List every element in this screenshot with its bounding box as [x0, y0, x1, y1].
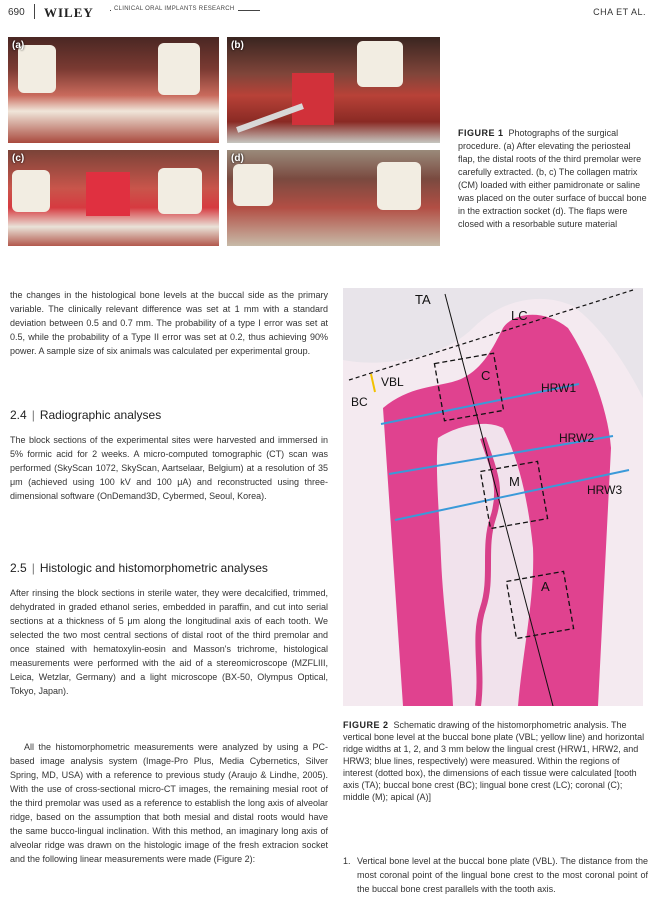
panel-label: (d) — [231, 153, 244, 164]
figure1-photo-d — [227, 150, 440, 246]
panel-label: (b) — [231, 40, 244, 51]
figure2-schematic — [343, 288, 643, 706]
figure1-label: FIGURE 1 — [458, 128, 504, 138]
figure1-photo-c — [8, 150, 219, 246]
publisher-logo: WILEY — [44, 5, 94, 20]
paragraph-histomorphometric: All the histomorphometric measurements were analyzed by using a PC-based image analysis system (Image-Pro Plus, Media Cybernetics, Silver Spring, MD, USA) with a reference to previous study (Araujo & Lindhe, 2005). With the use of cross-sectional micro-CT images, the remaining mesial root of the third premolar was used as a reference to establish the long axis of alveolar ridge, based on the assumption that both mesial and distal roots would have the same bucco-lingual inclination. With this method, an imaginary long axis of alveolar ridge was drawn on the histologic image of the fresh extracion socket and the following linear measurements were made (Figure 2): — [10, 742, 328, 864]
figure2-caption — [343, 719, 648, 803]
page-number: 690 — [8, 7, 25, 18]
panel-label: (c) — [12, 153, 25, 164]
paragraph-histologic: After rinsing the block sections in sterile water, they were decalcified, trimmed, dehydrated in graded ethanol series, embedded in paraffin, and cut into serial sections at a thickness of 5 μm along the longitudinal axis of each tooth. We selected the two most central sections of distal root of the third premolar and once stained with hematoxylin-eosin and Masson's trichrome, histological measurements were performed with the aid of a stereomicroscope (MZFLIII, Leica, Wetzlar, Germany) and a light microscope (BX-50, Olympus Optical, Tokyo, Japan). — [10, 588, 328, 696]
label-ta: TA — [415, 292, 431, 307]
label-m: M — [509, 474, 520, 489]
list-item-text: Vertical bone level at the buccal bone plate (VBL). The distance from the most coronal point of the lingual bone crest to the most coronal point of the buccal bone crest parallels with the tooth axis. — [357, 856, 648, 894]
list-item-number: 1. — [343, 856, 351, 866]
panel-label: (a) — [12, 40, 25, 51]
list-item — [343, 854, 648, 896]
label-bc: BC — [351, 395, 368, 409]
figure1-photo-b — [227, 37, 440, 143]
figure2-caption-text: Schematic drawing of the histomorphometric analysis. The vertical bone level at the buccal bone plate (VBL; yellow line) and horizontal ridge widths at 1, 2, and 3 mm below the lingual crest (HRW1, HRW2, and HRW3; blue lines, respectively) were measured. Within the regions of interest (dotted box), the dimensions of each tissue were calculated [tooth axis (TA); buccal bone crest (BC); lingual bone crest (LC); coronal (C); middle (M); apical (A)] — [343, 720, 645, 802]
paragraph-radiographic: The block sections of the experimental sites were harvested and immersed in 5% formic acid for 2 weeks. A micro-computed tomographic (CT) scan was performed (SkyScan 1072, SkyScan, Aartselaar, Belgium) at a resolution of 35 μm (achieved using 100 kV and 100 μA) and reconstructed using three-dimensional software (OnDemand3D, Cybermed, Seoul, Korea). — [10, 435, 328, 501]
journal-name: CLINICAL ORAL IMPLANTS RESEARCH — [111, 6, 238, 12]
paragraph-sample-size: the changes in the histological bone levels at the buccal side as the primary variable. The clinically relevant difference was set at 1 mm with a standard deviation between 0.5 and 0.7 mm. The probability of a type I error was set at 0.5, while the probability of a Type II error was set at 0.2, thus achieving 90% power. A sample size of six animals was calculated per experimental group. — [10, 290, 328, 356]
section-heading-2-4: 2.4 | Radiographic analyses — [10, 408, 162, 422]
figure2-label: FIGURE 2 — [343, 720, 389, 730]
label-vbl: VBL — [381, 375, 404, 389]
figure1-caption-text: Photographs of the surgical procedure. (a) After elevating the periosteal flap, the distal roots of the third premolar were carefully extracted. (b, c) The collagen matrix (CM) loaded with either pamidronate or saline was placed on the outer surface of buccal bone in the extraction socket (d). The flaps were closed with a resorbable suture material — [458, 128, 647, 229]
section-heading-2-5: 2.5 | Histologic and histomorphometric analyses — [10, 561, 268, 575]
figure1-photo-a — [8, 37, 219, 143]
figure1-caption — [458, 127, 648, 231]
label-a: A — [541, 579, 550, 594]
label-hrw3: HRW3 — [587, 483, 623, 497]
running-author: CHA ET AL. — [593, 7, 646, 17]
label-lc: LC — [511, 308, 528, 323]
header-divider — [34, 4, 35, 19]
label-hrw2: HRW2 — [559, 431, 595, 445]
label-hrw1: HRW1 — [541, 381, 577, 395]
label-c: C — [481, 368, 491, 383]
